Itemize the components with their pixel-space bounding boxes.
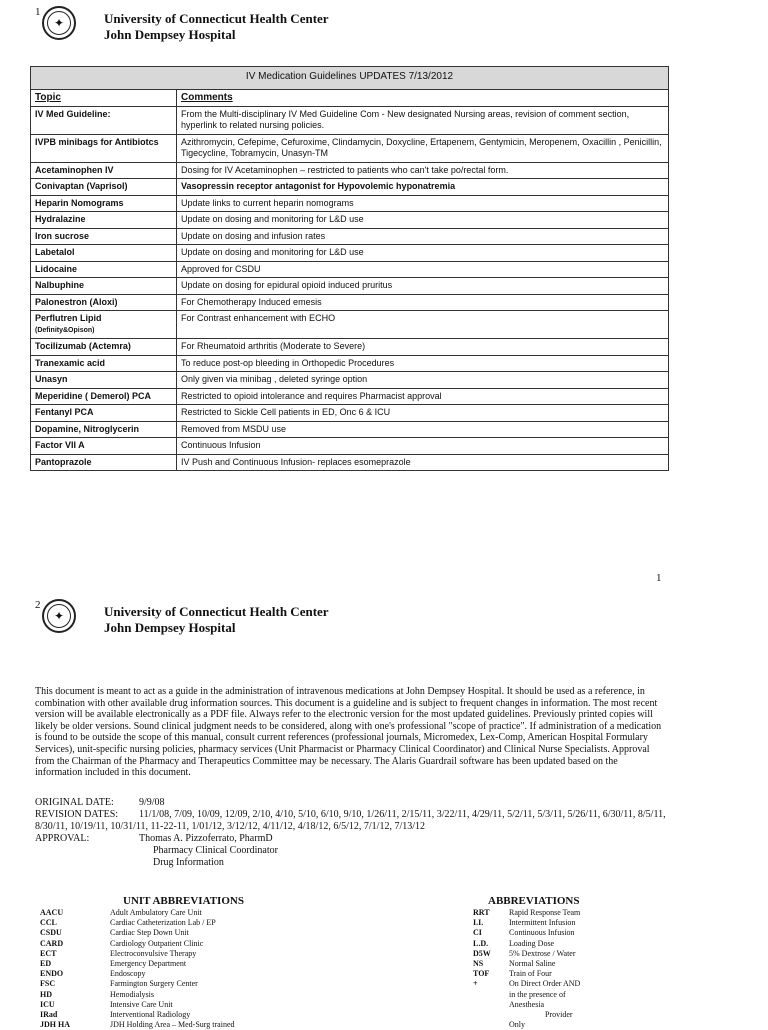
row-topic [31, 355, 177, 372]
abbreviation-code: JDH HA [40, 1020, 70, 1030]
row-comment: Update on dosing and infusion rates [177, 228, 669, 245]
abbreviation-row [40, 979, 340, 989]
approver-title: Pharmacy Clinical Coordinator [153, 845, 278, 856]
abbreviation-description: Endoscopy [110, 969, 146, 979]
intro-paragraph: This document is meant to act as a guide in the administration of intravenous medications at John Dempsey Hospital. It should be used as a reference, in combination with other available drug information sources. This document is a guideline and is subject to frequent changes in information. The most recent version will be available electronically as a PDF file. Always refer to the electronic version for the most updated guidelines. Previously printed copies will likely be older versions. Sound clinical judgment needs to be considered, along with one's professional "scope of practice". If administration of a medication is found to be outside the scope of this manual, consult current references (professional journals, Micromedex, Lex-Comp, American Hospital Formulary Services), unit-specific nursing policies, pharmacy services (Unit Pharmacist or Pharmacy Clinical Coordinator) and Clinical Nurse Specialists. Approval from the Chairman of the Pharmacy and Therapeutics Committee may be necessary. The Alaris Guardrail software has been updated based on the information included in this document. [35, 686, 662, 779]
abbreviation-description: Train of Four [509, 969, 552, 979]
row-topic [31, 228, 177, 245]
abbreviation-code: RRT [473, 908, 490, 917]
abbreviation-code: AACU [40, 908, 64, 917]
row-topic-text: Perflutren Lipid [35, 313, 102, 323]
row-comment: Update on dosing and monitoring for L&D use [177, 245, 669, 262]
approver-dept: Drug Information [153, 857, 224, 868]
abbreviation-code: TOF [473, 969, 490, 979]
row-topic-text: Hydralazine [35, 214, 86, 224]
abbreviation-description: Intermittent Infusion [509, 918, 576, 928]
institution-name: University of Connecticut Health Center [104, 11, 329, 26]
abbreviation-code: L.D. [473, 938, 489, 948]
row-topic [31, 212, 177, 229]
row-comment: Dosing for IV Acetaminophen – restricted to patients who can't take po/rectal form. [177, 162, 669, 179]
row-topic [31, 261, 177, 278]
row-topic [31, 421, 177, 438]
row-topic [31, 405, 177, 422]
row-topic [31, 454, 177, 471]
abbreviation-code: CSDU [40, 928, 62, 938]
abbreviation-description: 5% Dextrose / Water [509, 948, 576, 958]
abbreviation-code: + [473, 979, 478, 989]
table-row [31, 438, 669, 455]
row-comment: For Contrast enhancement with ECHO [177, 311, 669, 339]
row-comment: Approved for CSDU [177, 261, 669, 278]
abbreviation-description: Electroconvulsive Therapy [110, 948, 197, 958]
row-topic [31, 294, 177, 311]
table-row [31, 421, 669, 438]
row-topic [31, 195, 177, 212]
abbreviation-row [40, 1000, 340, 1010]
abbreviation-row [40, 1020, 340, 1030]
abbreviation-code: CCL [40, 918, 57, 928]
table-row [31, 134, 669, 162]
row-topic-text: Heparin Nomograms [35, 197, 124, 208]
row-topic-text: Labetalol [35, 247, 75, 257]
header [104, 604, 329, 636]
abbreviation-row [473, 918, 673, 928]
original-date: 9/9/08 [139, 797, 165, 808]
abbreviation-row [40, 990, 340, 1000]
abbreviation-description: Cardiac Catheterization Lab / EP [110, 918, 216, 928]
row-topic-text: Unasyn [35, 374, 68, 384]
page-number: 1 [656, 572, 662, 584]
abbreviation-description: Cardiology Outpatient Clinic [110, 938, 204, 948]
abbreviation-description: Loading Dose [509, 938, 555, 948]
row-topic-subtitle: (Definity&Opison) [35, 326, 95, 334]
row-comment: To reduce post-op bleeding in Orthopedic Procedures [177, 355, 669, 372]
abbreviation-continuation: in the presence of [509, 990, 566, 999]
table-row [31, 245, 669, 262]
abbreviation-row [40, 949, 340, 959]
abbreviation-description: Emergency Department [110, 959, 187, 969]
row-topic-text: Tocilizumab (Actemra) [35, 341, 131, 351]
abbreviation-code: ECT [40, 948, 57, 958]
row-topic [31, 245, 177, 262]
row-topic [31, 388, 177, 405]
table-row [31, 294, 669, 311]
table-row [31, 261, 669, 278]
abbreviation-continuation: Anesthesia [509, 1000, 545, 1009]
row-topic [31, 179, 177, 196]
row-topic-text: Palonestron (Aloxi) [35, 296, 118, 307]
table-row [31, 212, 669, 229]
row-topic [31, 372, 177, 389]
row-comment: Update on dosing for epidural opioid induced pruritus [177, 278, 669, 295]
abbreviation-description: Intensive Care Unit [110, 999, 173, 1009]
unit-abbreviations-heading: UNIT ABBREVIATIONS [123, 895, 244, 907]
table-body [31, 106, 669, 471]
abbreviation-code: ICU [40, 999, 55, 1009]
abbreviation-row [473, 959, 673, 969]
abbreviation-description: On Direct Order AND [509, 979, 581, 989]
abbreviation-row [473, 928, 673, 938]
row-comment: Update on dosing and monitoring for L&D use [177, 212, 669, 229]
abbreviation-row [40, 959, 340, 969]
row-comment: For Chemotherapy Induced emesis [177, 294, 669, 311]
table-row [31, 106, 669, 134]
row-comment: IV Push and Continuous Infusion- replaces esomeprazole [177, 454, 669, 471]
row-comment: Update links to current heparin nomograms [177, 195, 669, 212]
abbreviation-code: IRad [40, 1010, 58, 1020]
row-comment: Azithromycin, Cefepime, Cefuroxime, Clindamycin, Doxycline, Ertapenem, Gentymicin, Meropenem, Oxacillin , Penicillin, Tigecycline, Tobramycin, Unasyn-TM [177, 134, 669, 162]
abbreviation-continuation: Only [509, 1020, 525, 1029]
row-topic-text: Factor VII A [35, 440, 85, 450]
table-row [31, 162, 669, 179]
abbreviation-row [40, 918, 340, 928]
abbreviation-row [473, 949, 673, 959]
table-title: IV Medication Guidelines UPDATES 7/13/2012 [31, 67, 669, 90]
row-topic [31, 106, 177, 134]
table-row [31, 228, 669, 245]
approval-label: APPROVAL: [35, 833, 90, 844]
abbreviation-row [473, 979, 673, 989]
row-topic [31, 162, 177, 179]
abbreviation-row [40, 1010, 340, 1020]
row-topic-text: Acetaminophen IV [35, 164, 114, 175]
approver-name: Thomas A. Pizzoferrato, PharmD [139, 833, 273, 844]
abbreviation-row [473, 939, 673, 949]
abbreviation-code: ED [40, 959, 52, 969]
abbreviation-row [40, 928, 340, 938]
abbreviation-description: Farmington Surgery Center [110, 979, 198, 989]
header [104, 11, 329, 43]
abbreviation-description: Normal Saline [509, 959, 556, 969]
row-topic-text: Pantoprazole [35, 456, 92, 467]
page-marker: 1 [35, 6, 41, 18]
table-row [31, 195, 669, 212]
row-topic [31, 438, 177, 455]
row-topic-text: Meperidine ( Demerol) PCA [35, 390, 152, 401]
table-row [31, 388, 669, 405]
abbreviation-code: D5W [473, 948, 491, 958]
abbreviation-row [40, 939, 340, 949]
abbreviation-code: ENDO [40, 969, 64, 979]
university-seal-icon: ✦ [42, 599, 76, 633]
row-topic-text: IV Med Guideline: [35, 108, 111, 119]
unit-abbreviations-list [40, 908, 340, 1030]
row-topic-text: Dopamine, Nitroglycerin [35, 423, 140, 434]
abbreviation-row [473, 908, 673, 918]
row-topic-text: Nalbuphine [35, 280, 84, 290]
row-topic-text: Fentanyl PCA [35, 407, 94, 417]
abbreviation-code: NS [473, 959, 484, 969]
university-seal-icon: ✦ [42, 6, 76, 40]
table-row [31, 278, 669, 295]
abbreviations-list [473, 908, 673, 990]
hospital-name: John Dempsey Hospital [104, 620, 236, 635]
row-comment: For Rheumatoid arthritis (Moderate to Severe) [177, 339, 669, 356]
iv-guidelines-table [30, 66, 669, 471]
abbreviation-row [40, 969, 340, 979]
row-topic [31, 339, 177, 356]
row-comment: Continuous Infusion [177, 438, 669, 455]
table-row [31, 405, 669, 422]
abbreviation-description: JDH Holding Area – Med-Surg trained [110, 1020, 235, 1030]
table-row [31, 372, 669, 389]
row-comment: Restricted to Sickle Cell patients in ED, Onc 6 & ICU [177, 405, 669, 422]
abbreviation-row [473, 969, 673, 979]
abbreviation-code: CI [473, 928, 482, 938]
abbreviation-description: Interventional Radiology [110, 1010, 191, 1020]
abbreviation-code: FSC [40, 979, 56, 989]
abbreviation-description: Hemodialysis [110, 989, 154, 999]
abbreviation-row [40, 908, 340, 918]
row-topic-text: Lidocaine [35, 263, 78, 274]
table-row [31, 311, 669, 339]
row-topic [31, 134, 177, 162]
abbreviation-code: HD [40, 989, 52, 999]
abbreviation-code: CARD [40, 938, 64, 948]
table-row [31, 454, 669, 471]
row-comment: Restricted to opioid intolerance and requires Pharmacist approval [177, 388, 669, 405]
row-topic-text: IVPB minibags for Antibiotcs [35, 136, 159, 147]
column-header-topic: Topic [31, 90, 177, 107]
column-header-comments: Comments [177, 90, 669, 107]
abbreviation-description: Continuous Infusion [509, 928, 575, 938]
row-comment: Vasopressin receptor antagonist for Hypovolemic hyponatremia [177, 179, 669, 196]
page-marker: 2 [35, 599, 41, 611]
row-topic [31, 278, 177, 295]
row-comment: Removed from MSDU use [177, 421, 669, 438]
row-comment: From the Multi-disciplinary IV Med Guideline Com - New designated Nursing areas, revision of comment section, hyperlink to related nursing policies. [177, 106, 669, 134]
row-comment: Only given via minibag , deleted syringe option [177, 372, 669, 389]
table-row [31, 355, 669, 372]
row-topic-text: Tranexamic acid [35, 357, 106, 368]
table-row [31, 179, 669, 196]
abbreviation-continuation: Provider [545, 1010, 573, 1019]
revision-label: REVISION DATES: [35, 809, 119, 820]
row-topic-text: Iron sucrose [35, 230, 90, 241]
abbreviation-description: Cardiac Step Down Unit [110, 928, 189, 938]
abbreviation-description: Adult Ambulatory Care Unit [110, 908, 202, 917]
abbreviation-code: I.I. [473, 918, 484, 928]
table-row [31, 339, 669, 356]
row-topic-text: Conivaptan (Vaprisol) [35, 181, 128, 191]
original-date-label: ORIGINAL DATE: [35, 797, 114, 808]
abbreviation-description: Rapid Response Team [509, 908, 581, 917]
institution-name: University of Connecticut Health Center [104, 604, 329, 619]
row-topic [31, 311, 177, 339]
revision-dates: 11/1/08, 7/09, 10/09, 12/09, 2/10, 4/10, 5/10, 6/10, 9/10, 1/26/11, 2/15/11, 3/22/11, 4/29/11, 5/2/11, 5/3/11, 5/26/11, 6/30/11, 8/5/11, 8/30/11, 10/19/11, 10/31/11, 11-22-11, 1/01/12, 3/12/12, 4/11/12, 4/18/12, 6/5/12, 7/1/12, 7/13/12 [35, 809, 666, 832]
hospital-name: John Dempsey Hospital [104, 27, 236, 42]
abbreviations-heading: ABBREVIATIONS [488, 895, 580, 907]
